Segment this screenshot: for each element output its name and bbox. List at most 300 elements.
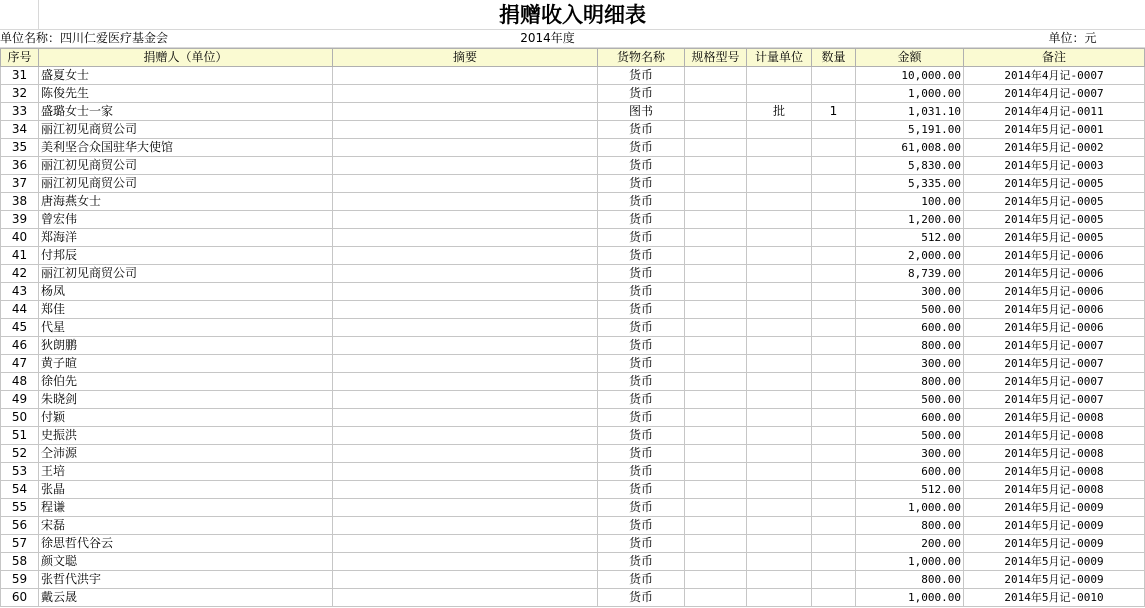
cell-donor[interactable]: 史振洪 [39, 427, 333, 445]
cell-item[interactable]: 货币 [598, 409, 685, 427]
cell-summary[interactable] [333, 247, 598, 265]
cell-no[interactable]: 57 [1, 535, 39, 553]
cell-memo[interactable]: 2014年5月记-0008 [964, 463, 1145, 481]
cell-unit[interactable] [747, 499, 812, 517]
cell-unit[interactable] [747, 85, 812, 103]
cell-no[interactable]: 45 [1, 319, 39, 337]
cell-spec[interactable] [685, 283, 747, 301]
header-cell-donor[interactable]: 捐赠人（单位） [39, 49, 333, 67]
header-cell-amount[interactable]: 金额 [856, 49, 964, 67]
cell-memo[interactable]: 2014年5月记-0008 [964, 445, 1145, 463]
cell-qty[interactable] [812, 193, 856, 211]
cell-summary[interactable] [333, 211, 598, 229]
cell-spec[interactable] [685, 553, 747, 571]
cell-amount[interactable]: 1,000.00 [856, 499, 964, 517]
cell-no[interactable]: 50 [1, 409, 39, 427]
cell-amount[interactable]: 5,830.00 [856, 157, 964, 175]
cell-qty[interactable] [812, 301, 856, 319]
cell-item[interactable]: 货币 [598, 139, 685, 157]
cell-spec[interactable] [685, 157, 747, 175]
cell-summary[interactable] [333, 193, 598, 211]
cell-spec[interactable] [685, 193, 747, 211]
cell-no[interactable]: 34 [1, 121, 39, 139]
cell-no[interactable]: 35 [1, 139, 39, 157]
cell-summary[interactable] [333, 337, 598, 355]
cell-donor[interactable]: 曾宏伟 [39, 211, 333, 229]
cell-summary[interactable] [333, 301, 598, 319]
table-body [1, 49, 1145, 607]
cell-spec[interactable] [685, 589, 747, 607]
cell-qty[interactable] [812, 571, 856, 589]
cell-spec[interactable] [685, 67, 747, 85]
cell-qty[interactable] [812, 481, 856, 499]
cell-unit[interactable] [747, 193, 812, 211]
cell-summary[interactable] [333, 67, 598, 85]
cell-item[interactable]: 货币 [598, 571, 685, 589]
cell-no[interactable]: 37 [1, 175, 39, 193]
donation-table [0, 48, 1145, 607]
cell-item[interactable]: 货币 [598, 535, 685, 553]
cell-memo[interactable]: 2014年5月记-0008 [964, 481, 1145, 499]
table-row [1, 517, 1145, 535]
cell-summary[interactable] [333, 571, 598, 589]
cell-memo[interactable]: 2014年5月记-0009 [964, 499, 1145, 517]
cell-no[interactable]: 40 [1, 229, 39, 247]
cell-memo[interactable]: 2014年5月记-0006 [964, 301, 1145, 319]
cell-unit[interactable] [747, 517, 812, 535]
cell-amount[interactable]: 61,008.00 [856, 139, 964, 157]
header-cell-memo[interactable]: 备注 [964, 49, 1145, 67]
cell-donor[interactable]: 盛璐女士一家 [39, 103, 333, 121]
table-row [1, 337, 1145, 355]
cell-donor[interactable]: 郑佳 [39, 301, 333, 319]
cell-amount[interactable]: 800.00 [856, 373, 964, 391]
table-row [1, 355, 1145, 373]
cell-spec[interactable] [685, 301, 747, 319]
cell-memo[interactable]: 2014年5月记-0005 [964, 175, 1145, 193]
cell-memo[interactable]: 2014年5月记-0009 [964, 571, 1145, 589]
cell-unit[interactable] [747, 589, 812, 607]
cell-unit[interactable] [747, 229, 812, 247]
cell-amount[interactable]: 5,335.00 [856, 175, 964, 193]
cell-no[interactable]: 41 [1, 247, 39, 265]
cell-item[interactable]: 货币 [598, 229, 685, 247]
cell-summary[interactable] [333, 427, 598, 445]
cell-item[interactable]: 货币 [598, 283, 685, 301]
cell-amount[interactable]: 800.00 [856, 571, 964, 589]
cell-amount[interactable]: 2,000.00 [856, 247, 964, 265]
cell-donor[interactable]: 丽江初见商贸公司 [39, 121, 333, 139]
cell-amount[interactable]: 500.00 [856, 427, 964, 445]
cell-item[interactable]: 货币 [598, 85, 685, 103]
cell-memo[interactable]: 2014年4月记-0007 [964, 85, 1145, 103]
cell-no[interactable]: 53 [1, 463, 39, 481]
cell-no[interactable]: 38 [1, 193, 39, 211]
cell-qty[interactable] [812, 337, 856, 355]
cell-spec[interactable] [685, 535, 747, 553]
table-row [1, 157, 1145, 175]
header-cell-no[interactable]: 序号 [1, 49, 39, 67]
cell-unit[interactable] [747, 319, 812, 337]
cell-amount[interactable]: 600.00 [856, 409, 964, 427]
cell-no[interactable]: 39 [1, 211, 39, 229]
cell-summary[interactable] [333, 121, 598, 139]
cell-donor[interactable]: 付邦辰 [39, 247, 333, 265]
cell-qty[interactable] [812, 247, 856, 265]
cell-memo[interactable]: 2014年5月记-0008 [964, 427, 1145, 445]
cell-qty[interactable]: 1 [812, 103, 856, 121]
cell-summary[interactable] [333, 85, 598, 103]
cell-unit[interactable] [747, 247, 812, 265]
cell-no[interactable]: 48 [1, 373, 39, 391]
cell-memo[interactable]: 2014年5月记-0006 [964, 283, 1145, 301]
cell-summary[interactable] [333, 517, 598, 535]
cell-item[interactable]: 货币 [598, 319, 685, 337]
page-title: 捐赠收入明细表 [0, 0, 1145, 30]
cell-spec[interactable] [685, 427, 747, 445]
cell-spec[interactable] [685, 409, 747, 427]
cell-qty[interactable] [812, 445, 856, 463]
cell-donor[interactable]: 戴云晟 [39, 589, 333, 607]
cell-summary[interactable] [333, 373, 598, 391]
cell-summary[interactable] [333, 103, 598, 121]
cell-amount[interactable]: 600.00 [856, 319, 964, 337]
cell-qty[interactable] [812, 229, 856, 247]
cell-item[interactable]: 货币 [598, 157, 685, 175]
cell-summary[interactable] [333, 553, 598, 571]
cell-summary[interactable] [333, 139, 598, 157]
cell-donor[interactable]: 美利坚合众国驻华大使馆 [39, 139, 333, 157]
cell-amount[interactable]: 512.00 [856, 481, 964, 499]
cell-memo[interactable]: 2014年5月记-0007 [964, 355, 1145, 373]
cell-unit[interactable] [747, 337, 812, 355]
cell-qty[interactable] [812, 121, 856, 139]
cell-no[interactable]: 55 [1, 499, 39, 517]
cell-donor[interactable]: 丽江初见商贸公司 [39, 265, 333, 283]
cell-unit[interactable] [747, 355, 812, 373]
cell-amount[interactable]: 5,191.00 [856, 121, 964, 139]
cell-amount[interactable]: 300.00 [856, 355, 964, 373]
cell-memo[interactable]: 2014年5月记-0002 [964, 139, 1145, 157]
cell-unit[interactable] [747, 391, 812, 409]
cell-no[interactable]: 60 [1, 589, 39, 607]
cell-donor[interactable]: 丽江初见商贸公司 [39, 175, 333, 193]
cell-qty[interactable] [812, 535, 856, 553]
cell-unit[interactable] [747, 535, 812, 553]
cell-spec[interactable] [685, 355, 747, 373]
cell-item[interactable]: 货币 [598, 517, 685, 535]
table-row [1, 103, 1145, 121]
cell-item[interactable]: 货币 [598, 463, 685, 481]
cell-memo[interactable]: 2014年5月记-0009 [964, 517, 1145, 535]
table-row [1, 121, 1145, 139]
cell-qty[interactable] [812, 265, 856, 283]
cell-donor[interactable]: 陈俊先生 [39, 85, 333, 103]
cell-unit[interactable]: 批 [747, 103, 812, 121]
cell-amount[interactable]: 1,000.00 [856, 553, 964, 571]
cell-no[interactable]: 54 [1, 481, 39, 499]
cell-donor[interactable]: 代星 [39, 319, 333, 337]
cell-spec[interactable] [685, 121, 747, 139]
cell-donor[interactable]: 颜文聪 [39, 553, 333, 571]
cell-donor[interactable]: 程谦 [39, 499, 333, 517]
cell-spec[interactable] [685, 139, 747, 157]
cell-spec[interactable] [685, 319, 747, 337]
cell-donor[interactable]: 王培 [39, 463, 333, 481]
cell-memo[interactable]: 2014年4月记-0007 [964, 67, 1145, 85]
cell-donor[interactable]: 唐海燕女士 [39, 193, 333, 211]
header-row [1, 49, 1145, 67]
cell-memo[interactable]: 2014年5月记-0007 [964, 373, 1145, 391]
cell-qty[interactable] [812, 175, 856, 193]
cell-no[interactable]: 49 [1, 391, 39, 409]
cell-donor[interactable]: 朱晓剑 [39, 391, 333, 409]
cell-spec[interactable] [685, 211, 747, 229]
cell-memo[interactable]: 2014年5月记-0007 [964, 391, 1145, 409]
cell-summary[interactable] [333, 391, 598, 409]
cell-summary[interactable] [333, 265, 598, 283]
cell-qty[interactable] [812, 67, 856, 85]
cell-qty[interactable] [812, 391, 856, 409]
cell-amount[interactable]: 800.00 [856, 337, 964, 355]
cell-spec[interactable] [685, 499, 747, 517]
cell-amount[interactable]: 1,000.00 [856, 589, 964, 607]
cell-spec[interactable] [685, 373, 747, 391]
cell-spec[interactable] [685, 85, 747, 103]
cell-summary[interactable] [333, 229, 598, 247]
cell-qty[interactable] [812, 355, 856, 373]
cell-unit[interactable] [747, 553, 812, 571]
cell-summary[interactable] [333, 175, 598, 193]
cell-memo[interactable]: 2014年5月记-0009 [964, 553, 1145, 571]
cell-memo[interactable]: 2014年5月记-0010 [964, 589, 1145, 607]
cell-item[interactable]: 图书 [598, 103, 685, 121]
cell-unit[interactable] [747, 175, 812, 193]
cell-unit[interactable] [747, 301, 812, 319]
table-row [1, 427, 1145, 445]
cell-unit[interactable] [747, 211, 812, 229]
cell-item[interactable]: 货币 [598, 337, 685, 355]
cell-summary[interactable] [333, 589, 598, 607]
cell-item[interactable]: 货币 [598, 193, 685, 211]
cell-summary[interactable] [333, 157, 598, 175]
cell-spec[interactable] [685, 265, 747, 283]
cell-qty[interactable] [812, 409, 856, 427]
cell-donor[interactable]: 仝沛源 [39, 445, 333, 463]
cell-memo[interactable]: 2014年5月记-0006 [964, 247, 1145, 265]
cell-donor[interactable]: 徐思哲代谷云 [39, 535, 333, 553]
header-cell-spec[interactable]: 规格型号 [685, 49, 747, 67]
cell-item[interactable]: 货币 [598, 211, 685, 229]
cell-unit[interactable] [747, 265, 812, 283]
cell-item[interactable]: 货币 [598, 247, 685, 265]
table-row [1, 481, 1145, 499]
cell-summary[interactable] [333, 445, 598, 463]
title-divider [38, 0, 39, 29]
cell-no[interactable]: 52 [1, 445, 39, 463]
header-cell-qty[interactable]: 数量 [812, 49, 856, 67]
cell-item[interactable]: 货币 [598, 499, 685, 517]
cell-item[interactable]: 货币 [598, 121, 685, 139]
cell-spec[interactable] [685, 463, 747, 481]
cell-memo[interactable]: 2014年5月记-0008 [964, 409, 1145, 427]
cell-qty[interactable] [812, 319, 856, 337]
table-row [1, 229, 1145, 247]
cell-memo[interactable]: 2014年5月记-0006 [964, 319, 1145, 337]
cell-memo[interactable]: 2014年5月记-0005 [964, 211, 1145, 229]
cell-spec[interactable] [685, 103, 747, 121]
cell-amount[interactable]: 1,200.00 [856, 211, 964, 229]
cell-amount[interactable]: 512.00 [856, 229, 964, 247]
cell-item[interactable]: 货币 [598, 589, 685, 607]
cell-amount[interactable]: 8,739.00 [856, 265, 964, 283]
cell-unit[interactable] [747, 445, 812, 463]
cell-donor[interactable]: 丽江初见商贸公司 [39, 157, 333, 175]
cell-qty[interactable] [812, 283, 856, 301]
cell-item[interactable]: 货币 [598, 67, 685, 85]
table-row [1, 211, 1145, 229]
cell-qty[interactable] [812, 157, 856, 175]
cell-amount[interactable]: 500.00 [856, 301, 964, 319]
cell-summary[interactable] [333, 355, 598, 373]
cell-item[interactable]: 货币 [598, 175, 685, 193]
cell-amount[interactable]: 300.00 [856, 445, 964, 463]
cell-donor[interactable]: 狄朗鹏 [39, 337, 333, 355]
table-row [1, 193, 1145, 211]
cell-amount[interactable]: 200.00 [856, 535, 964, 553]
cell-item[interactable]: 货币 [598, 553, 685, 571]
cell-item[interactable]: 货币 [598, 373, 685, 391]
cell-unit[interactable] [747, 481, 812, 499]
cell-unit[interactable] [747, 157, 812, 175]
cell-memo[interactable]: 2014年5月记-0003 [964, 157, 1145, 175]
cell-no[interactable]: 43 [1, 283, 39, 301]
cell-amount[interactable]: 1,031.10 [856, 103, 964, 121]
cell-amount[interactable]: 10,000.00 [856, 67, 964, 85]
cell-qty[interactable] [812, 211, 856, 229]
cell-item[interactable]: 货币 [598, 265, 685, 283]
cell-qty[interactable] [812, 517, 856, 535]
cell-item[interactable]: 货币 [598, 445, 685, 463]
cell-donor[interactable]: 杨凤 [39, 283, 333, 301]
cell-unit[interactable] [747, 283, 812, 301]
cell-donor[interactable]: 张哲代洪宇 [39, 571, 333, 589]
cell-qty[interactable] [812, 373, 856, 391]
cell-spec[interactable] [685, 481, 747, 499]
table-row [1, 301, 1145, 319]
cell-qty[interactable] [812, 85, 856, 103]
cell-summary[interactable] [333, 463, 598, 481]
cell-unit[interactable] [747, 373, 812, 391]
cell-unit[interactable] [747, 571, 812, 589]
table-row [1, 535, 1145, 553]
cell-unit[interactable] [747, 463, 812, 481]
cell-memo[interactable]: 2014年5月记-0006 [964, 265, 1145, 283]
cell-memo[interactable]: 2014年5月记-0009 [964, 535, 1145, 553]
cell-summary[interactable] [333, 535, 598, 553]
cell-summary[interactable] [333, 319, 598, 337]
cell-item[interactable]: 货币 [598, 301, 685, 319]
cell-amount[interactable]: 500.00 [856, 391, 964, 409]
cell-amount[interactable]: 800.00 [856, 517, 964, 535]
cell-unit[interactable] [747, 427, 812, 445]
cell-no[interactable]: 33 [1, 103, 39, 121]
cell-donor[interactable]: 盛夏女士 [39, 67, 333, 85]
cell-memo[interactable]: 2014年5月记-0001 [964, 121, 1145, 139]
cell-donor[interactable]: 徐伯先 [39, 373, 333, 391]
cell-spec[interactable] [685, 391, 747, 409]
cell-qty[interactable] [812, 139, 856, 157]
cell-amount[interactable]: 1,000.00 [856, 85, 964, 103]
cell-no[interactable]: 51 [1, 427, 39, 445]
table-row [1, 571, 1145, 589]
cell-summary[interactable] [333, 283, 598, 301]
cell-unit[interactable] [747, 139, 812, 157]
cell-spec[interactable] [685, 337, 747, 355]
cell-no[interactable]: 32 [1, 85, 39, 103]
cell-summary[interactable] [333, 409, 598, 427]
cell-item[interactable]: 货币 [598, 391, 685, 409]
cell-qty[interactable] [812, 463, 856, 481]
cell-amount[interactable]: 100.00 [856, 193, 964, 211]
cell-memo[interactable]: 2014年5月记-0005 [964, 193, 1145, 211]
cell-spec[interactable] [685, 229, 747, 247]
cell-no[interactable]: 42 [1, 265, 39, 283]
cell-item[interactable]: 货币 [598, 481, 685, 499]
cell-spec[interactable] [685, 445, 747, 463]
cell-spec[interactable] [685, 175, 747, 193]
cell-no[interactable]: 36 [1, 157, 39, 175]
cell-memo[interactable]: 2014年5月记-0005 [964, 229, 1145, 247]
cell-unit[interactable] [747, 409, 812, 427]
cell-amount[interactable]: 300.00 [856, 283, 964, 301]
cell-qty[interactable] [812, 499, 856, 517]
cell-no[interactable]: 56 [1, 517, 39, 535]
cell-no[interactable]: 59 [1, 571, 39, 589]
cell-no[interactable]: 44 [1, 301, 39, 319]
cell-no[interactable]: 31 [1, 67, 39, 85]
header-cell-unit[interactable]: 计量单位 [747, 49, 812, 67]
cell-qty[interactable] [812, 427, 856, 445]
cell-donor[interactable]: 付颖 [39, 409, 333, 427]
cell-item[interactable]: 货币 [598, 355, 685, 373]
cell-no[interactable]: 47 [1, 355, 39, 373]
cell-item[interactable]: 货币 [598, 427, 685, 445]
cell-qty[interactable] [812, 589, 856, 607]
cell-donor[interactable]: 黄子暄 [39, 355, 333, 373]
cell-donor[interactable]: 张晶 [39, 481, 333, 499]
cell-donor[interactable]: 郑海洋 [39, 229, 333, 247]
cell-memo[interactable]: 2014年4月记-0011 [964, 103, 1145, 121]
table-row [1, 319, 1145, 337]
cell-memo[interactable]: 2014年5月记-0007 [964, 337, 1145, 355]
cell-donor[interactable]: 宋磊 [39, 517, 333, 535]
cell-amount[interactable]: 600.00 [856, 463, 964, 481]
header-cell-item[interactable]: 货物名称 [598, 49, 685, 67]
cell-spec[interactable] [685, 247, 747, 265]
cell-summary[interactable] [333, 481, 598, 499]
cell-spec[interactable] [685, 571, 747, 589]
cell-unit[interactable] [747, 67, 812, 85]
cell-unit[interactable] [747, 121, 812, 139]
cell-no[interactable]: 58 [1, 553, 39, 571]
table-row [1, 391, 1145, 409]
cell-spec[interactable] [685, 517, 747, 535]
cell-no[interactable]: 46 [1, 337, 39, 355]
cell-summary[interactable] [333, 499, 598, 517]
header-cell-summary[interactable]: 摘要 [333, 49, 598, 67]
cell-qty[interactable] [812, 553, 856, 571]
